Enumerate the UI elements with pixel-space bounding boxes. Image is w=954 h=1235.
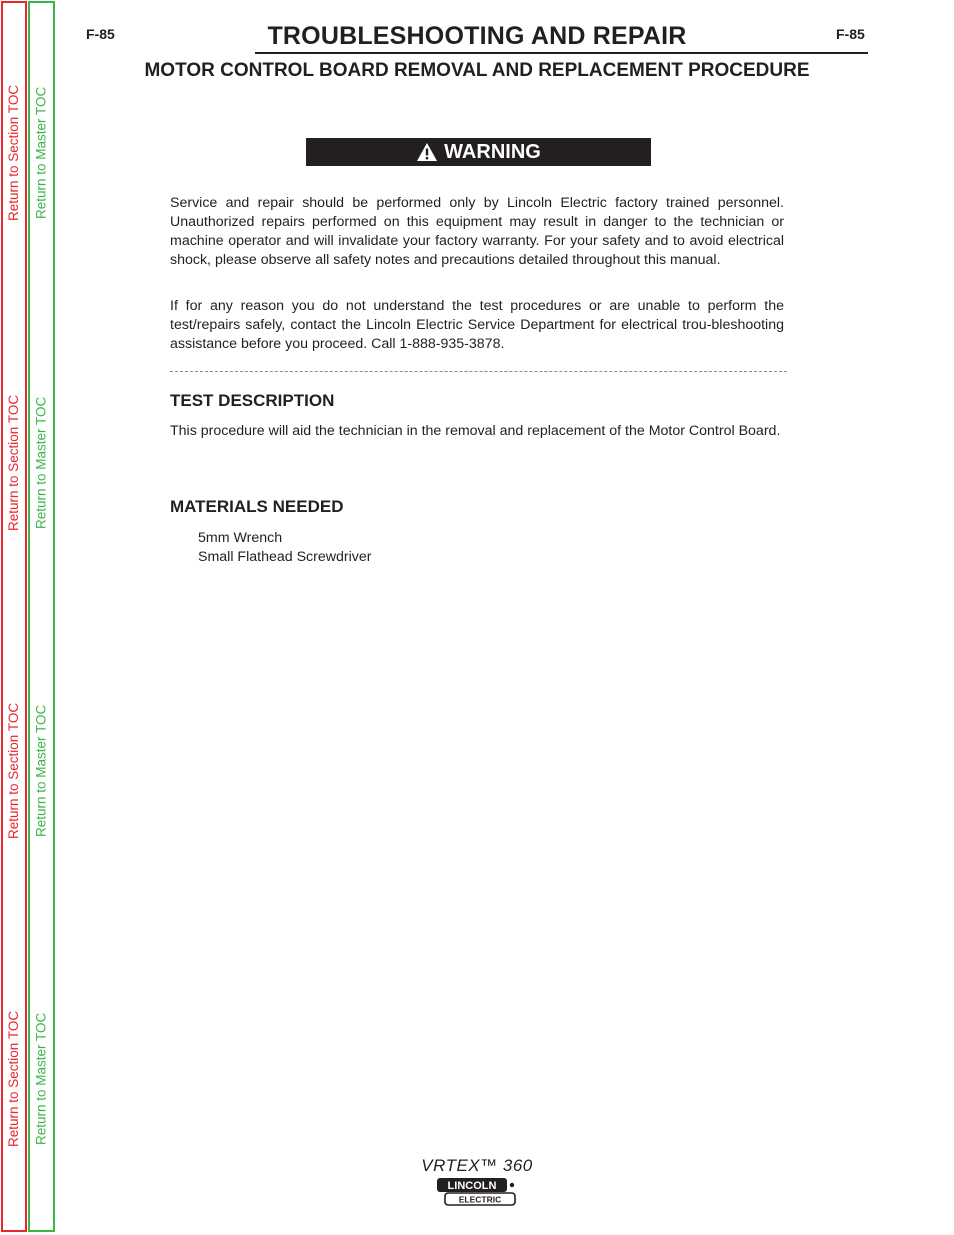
warning-label: WARNING (444, 140, 541, 163)
lincoln-electric-logo (435, 1177, 517, 1207)
title-divider (255, 52, 868, 54)
materials-heading: MATERIALS NEEDED (170, 497, 344, 516)
test-description-text: This procedure will aid the technician in the removal and replacement of the Motor Control Board. (170, 423, 781, 439)
section-toc-strip (1, 1, 27, 1232)
return-to-master-toc-link[interactable]: Return to Master TOC (33, 1012, 49, 1146)
section-divider (170, 371, 787, 372)
materials-item: 5mm Wrench (198, 530, 283, 546)
return-to-section-toc-link[interactable]: Return to Section TOC (6, 84, 21, 222)
test-description-heading: TEST DESCRIPTION (170, 391, 335, 410)
return-to-section-toc-link[interactable]: Return to Section TOC (6, 702, 21, 840)
return-to-master-toc-link[interactable]: Return to Master TOC (33, 86, 49, 220)
warning-paragraph: Service and repair should be performed only by Lincoln Electric factory trained personnel. Unauthorized repairs performed on this equipment may result in danger to the technician or machine operator and will invalidate your factory warranty. For your safety and to avoid electrical shock, please observe all safety notes and precautions detailed throughout this manual. (170, 195, 784, 268)
procedure-title: MOTOR CONTROL BOARD REMOVAL AND REPLACEMENT PROCEDURE (144, 60, 810, 81)
logo-bottom-text: ELECTRIC (458, 1194, 502, 1205)
materials-item: Small Flathead Screwdriver (198, 549, 372, 565)
warning-banner (306, 138, 651, 166)
warning-paragraph: If for any reason you do not understand the test procedures or are unable to perform the test/repairs safely, contact the Lincoln Electric Service Department for electrical trou-bleshooting assistance before you proceed. Call 1-888-935-3878. (170, 298, 784, 352)
return-to-master-toc-link[interactable]: Return to Master TOC (33, 396, 49, 530)
model-name: VRTEX™ 360 (421, 1156, 533, 1175)
return-to-section-toc-link[interactable]: Return to Section TOC (6, 1010, 21, 1148)
return-to-master-toc-link[interactable]: Return to Master TOC (33, 704, 49, 838)
warning-triangle-icon (416, 142, 438, 162)
return-to-section-toc-link[interactable]: Return to Section TOC (6, 394, 21, 532)
materials-list (198, 529, 371, 567)
page-title: TROUBLESHOOTING AND REPAIR (267, 22, 687, 50)
logo-top-text: LINCOLN (447, 1180, 497, 1192)
master-toc-strip (28, 1, 55, 1232)
page-number-right: F-85 (836, 26, 865, 42)
page-number-left: F-85 (86, 26, 115, 42)
